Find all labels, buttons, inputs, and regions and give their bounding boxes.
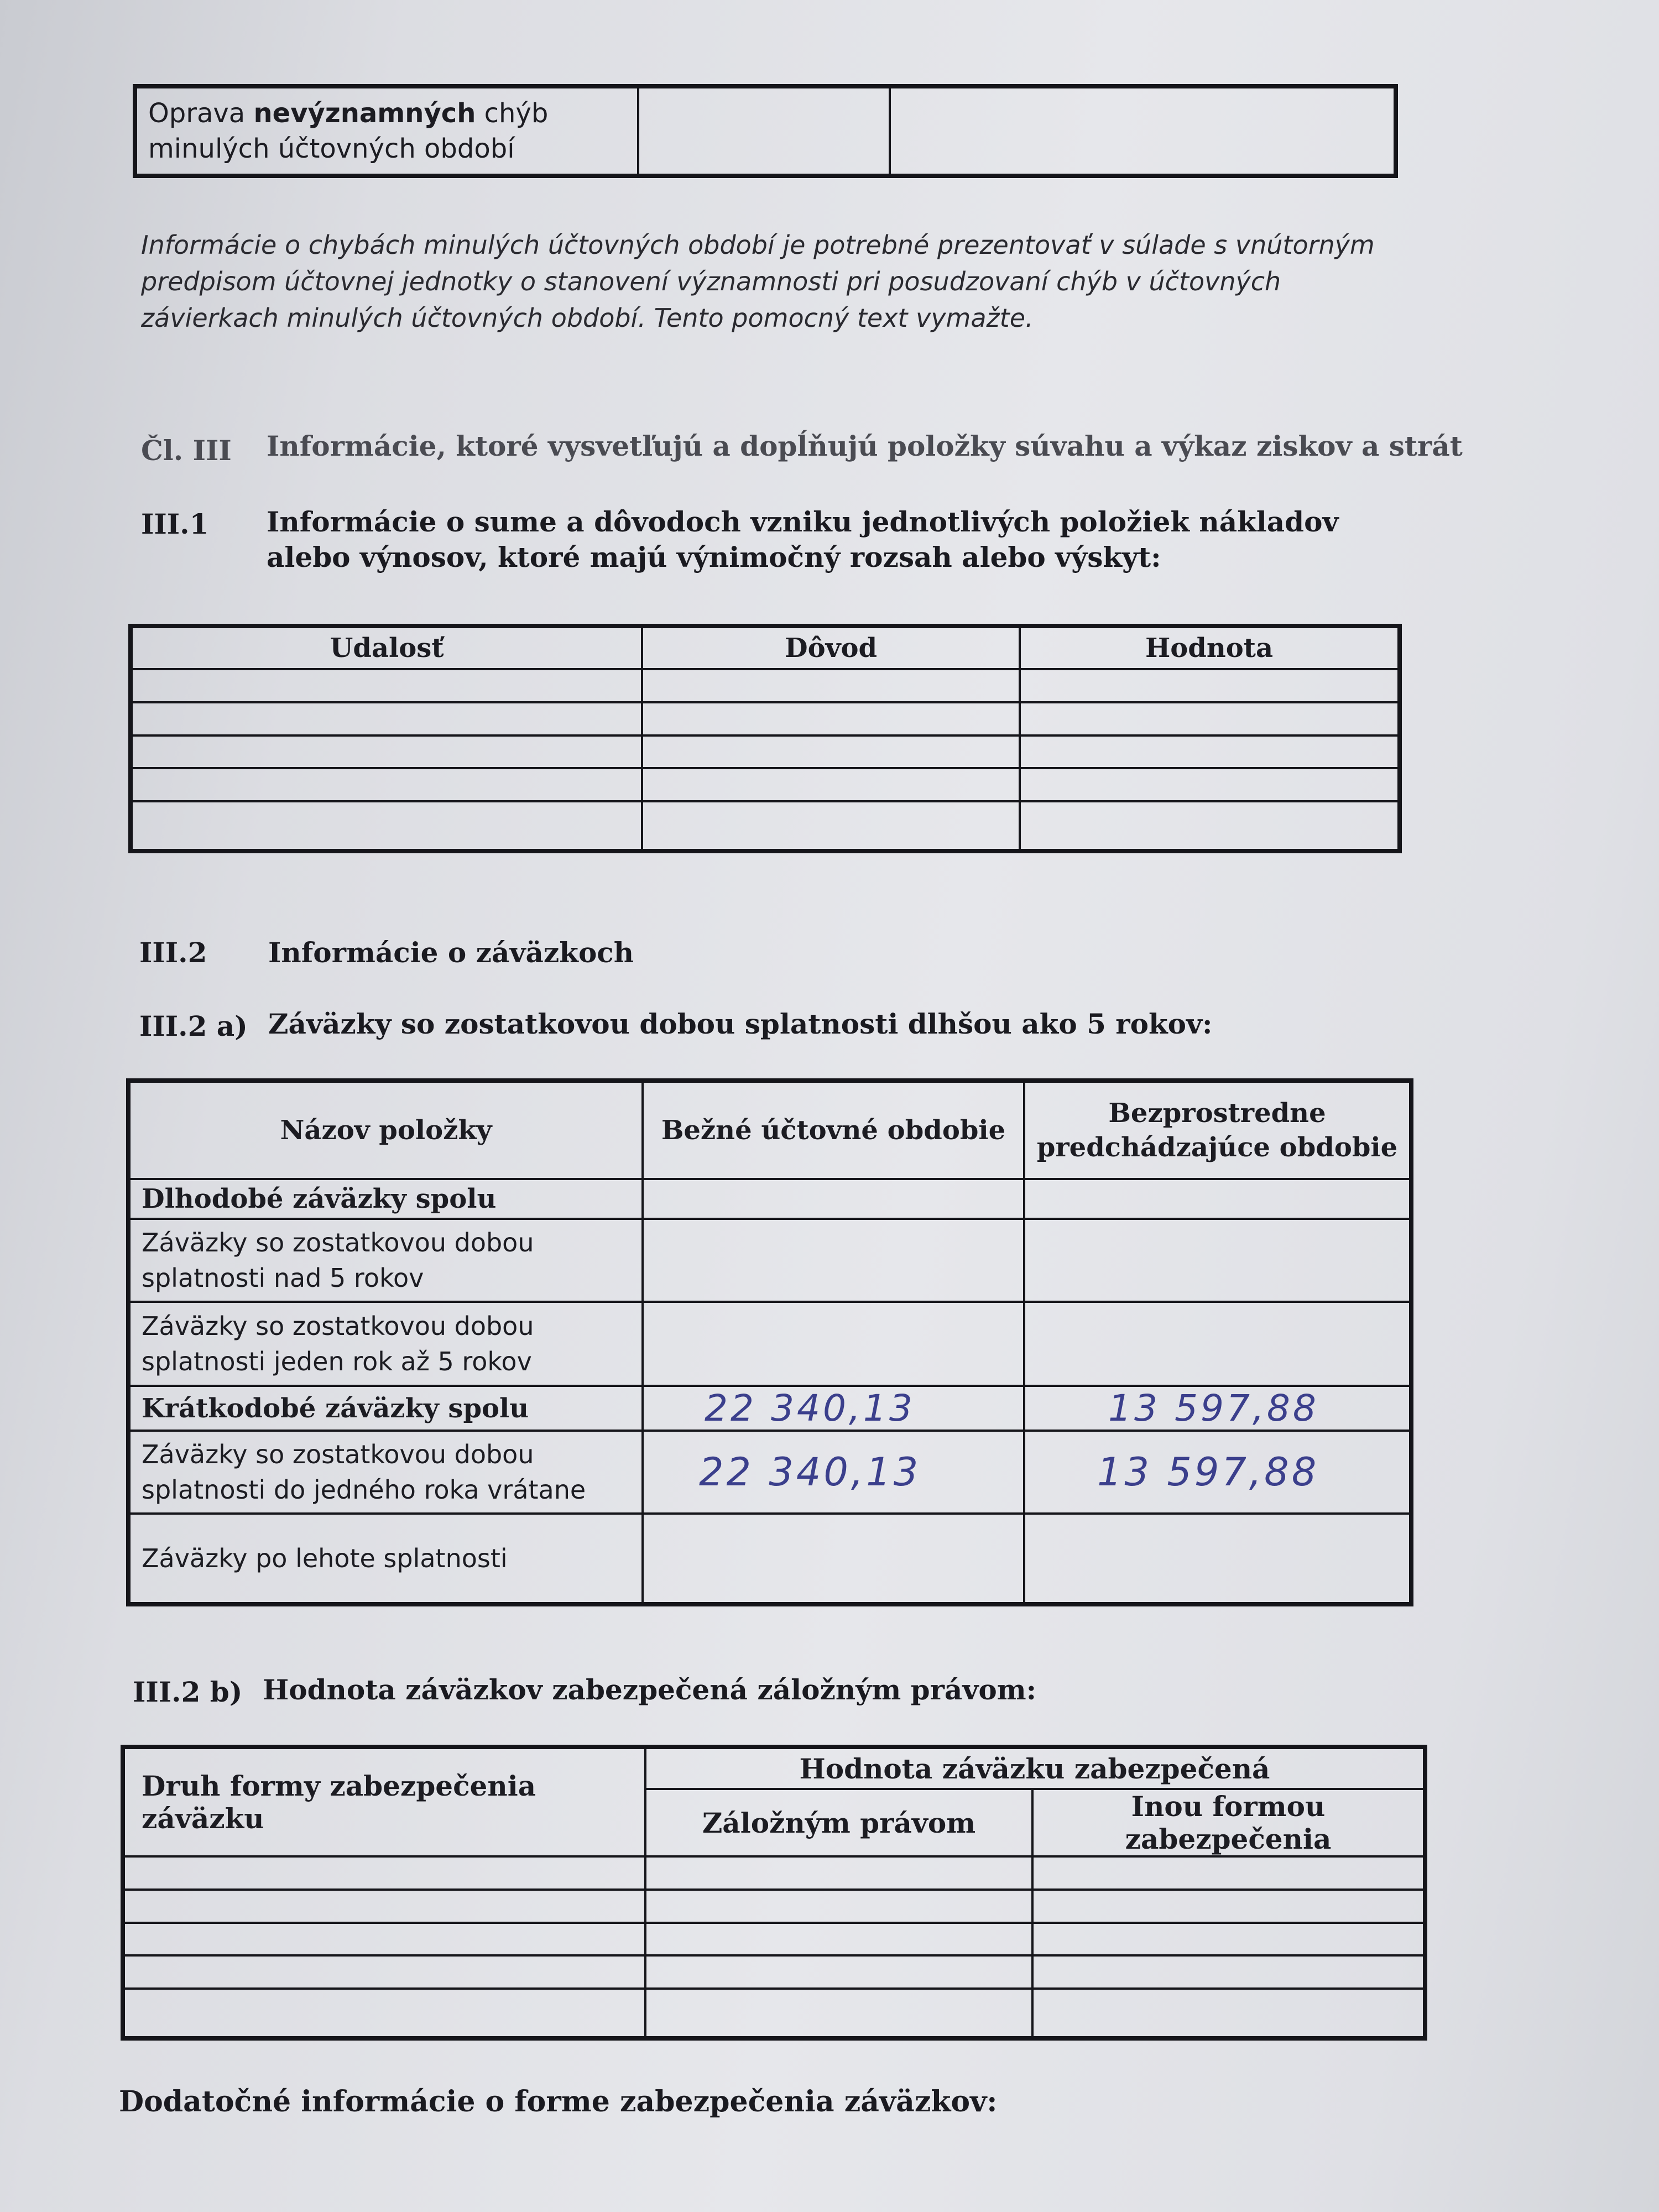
header-previous-period (1024, 1081, 1411, 1179)
correction-label (135, 86, 638, 176)
section-iii-1-number: III.1 (141, 508, 209, 540)
row-label-line1: Záväzky so zostatkovou dobou (142, 1311, 534, 1341)
current-cell[interactable] (643, 1219, 1024, 1302)
short-term-current-value[interactable]: 22 340,13 (643, 1386, 1024, 1431)
header-event: Udalosť (131, 626, 642, 669)
correction-label-plain: Oprava (148, 98, 254, 129)
row-label-line2: splatnosti nad 5 rokov (142, 1263, 424, 1293)
helper-note: Informácie o chybách minulých účtovných období je potrebné prezentovať v súlade s vnútorným predpisom účtovnej jednotky o stanovení významnosti pri posudzovaní chýb v účtovných závierkach minulých účtovných období. Tento pomocný text vymažte. (141, 230, 1375, 333)
table-row (131, 702, 1400, 735)
table-row (123, 1923, 1425, 1956)
table-row (128, 1302, 1411, 1386)
value-cell[interactable] (1020, 735, 1400, 769)
reason-cell[interactable] (642, 669, 1020, 702)
row-long-term-total: Dlhodobé záväzky spolu (128, 1179, 643, 1219)
secured-liabilities-table (121, 1745, 1427, 2041)
lien-cell[interactable] (645, 1955, 1032, 1989)
row-short-term-total: Krátkodobé záväzky spolu (128, 1386, 643, 1431)
correction-cell-current[interactable] (638, 86, 890, 176)
section-iii-1-title-line2: alebo výnosov, ktoré majú výnimočný rozsah alebo výskyt: (267, 541, 1161, 573)
reason-cell[interactable] (642, 801, 1020, 851)
reason-cell[interactable] (642, 702, 1020, 735)
current-cell[interactable] (643, 1514, 1024, 1604)
other-security-cell[interactable] (1032, 1955, 1425, 1989)
other-security-cell[interactable] (1032, 1890, 1425, 1923)
event-cell[interactable] (131, 801, 642, 851)
table-row (131, 768, 1400, 801)
header-item-name: Názov položky (128, 1081, 643, 1179)
previous-cell[interactable] (1024, 1514, 1411, 1604)
value-cell[interactable] (1020, 801, 1400, 851)
header-current-period: Bežné účtovné obdobie (643, 1081, 1024, 1179)
security-type-cell[interactable] (123, 1955, 645, 1989)
section-iii-number: Čl. III (141, 434, 232, 467)
other-security-cell[interactable] (1032, 1989, 1425, 2038)
reason-cell[interactable] (642, 768, 1020, 801)
section-iii-1-title (267, 504, 1339, 575)
short-term-previous-value[interactable]: 13 597,88 (1024, 1386, 1411, 1431)
row-over-5-years (128, 1219, 643, 1302)
previous-cell[interactable] (1024, 1302, 1411, 1386)
correction-label-plain-2: chýb (476, 98, 549, 129)
correction-table (133, 84, 1398, 178)
header-previous-line1: Bezprostredne (1108, 1098, 1326, 1129)
header-lien: Záložným právom (645, 1789, 1032, 1856)
row-label-line1: Záväzky so zostatkovou dobou (142, 1228, 534, 1258)
value-cell[interactable] (1020, 669, 1400, 702)
security-type-cell[interactable] (123, 1923, 645, 1956)
header-secured-value: Hodnota záväzku zabezpečená (645, 1747, 1425, 1789)
section-iii-2b-number: III.2 b) (133, 1676, 243, 1708)
correction-cell-previous[interactable] (890, 86, 1396, 176)
security-type-cell[interactable] (123, 1989, 645, 2038)
lien-cell[interactable] (645, 1856, 1032, 1890)
table-row (123, 1856, 1425, 1890)
table-row (131, 669, 1400, 702)
correction-label-line2: minulých účtovných období (148, 133, 515, 164)
table-row (128, 1179, 1411, 1219)
correction-label-bold: nevýznamných (253, 98, 476, 129)
table-row (123, 1989, 1425, 2038)
section-iii-2-number: III.2 (139, 936, 207, 969)
header-other-security: Inou formou zabezpečenia (1032, 1789, 1425, 1856)
other-security-cell[interactable] (1032, 1856, 1425, 1890)
security-type-cell[interactable] (123, 1856, 645, 1890)
row-label-line2: splatnosti jeden rok až 5 rokov (142, 1347, 532, 1376)
previous-cell[interactable] (1024, 1219, 1411, 1302)
row-up-to-1-year (128, 1431, 643, 1514)
other-security-cell[interactable] (1032, 1923, 1425, 1956)
table-row (131, 801, 1400, 851)
lien-cell[interactable] (645, 1923, 1032, 1956)
value-cell[interactable] (1020, 768, 1400, 801)
up-to-1-year-previous-value[interactable]: 13 597,88 (1024, 1431, 1411, 1514)
header-value: Hodnota (1020, 626, 1400, 669)
table-row (128, 1219, 1411, 1302)
section-iii-title: Informácie, ktoré vysvetľujú a dopĺňujú položky súvahu a výkaz ziskov a strát (267, 430, 1463, 462)
section-iii-2b-title: Hodnota záväzkov zabezpečená záložným právom: (263, 1673, 1037, 1706)
current-cell[interactable] (643, 1302, 1024, 1386)
table-row (123, 1955, 1425, 1989)
row-1-to-5-years (128, 1302, 643, 1386)
table-row (128, 1514, 1411, 1604)
event-cell[interactable] (131, 702, 642, 735)
header-security-type: Druh formy zabezpečenia záväzku (123, 1747, 645, 1856)
header-reason: Dôvod (642, 626, 1020, 669)
row-overdue: Záväzky po lehote splatnosti (128, 1514, 643, 1604)
event-cell[interactable] (131, 669, 642, 702)
table-row (131, 735, 1400, 769)
value-cell[interactable] (1020, 702, 1400, 735)
lien-cell[interactable] (645, 1890, 1032, 1923)
additional-info-heading: Dodatočné informácie o forme zabezpečenia záväzkov: (119, 2085, 998, 2119)
current-cell[interactable] (643, 1179, 1024, 1219)
lien-cell[interactable] (645, 1989, 1032, 2038)
up-to-1-year-current-value[interactable]: 22 340,13 (643, 1431, 1024, 1514)
reason-cell[interactable] (642, 735, 1020, 769)
row-label-line1: Záväzky so zostatkovou dobou (142, 1439, 534, 1469)
table-row (128, 1386, 1411, 1431)
section-iii-2a-title: Záväzky so zostatkovou dobou splatnosti dlhšou ako 5 rokov: (268, 1008, 1213, 1040)
event-cell[interactable] (131, 768, 642, 801)
event-cell[interactable] (131, 735, 642, 769)
unusual-items-table (128, 624, 1402, 853)
liabilities-table (126, 1078, 1413, 1606)
header-previous-line2: predchádzajúce obdobie (1036, 1132, 1398, 1163)
table-row (123, 1890, 1425, 1923)
section-iii-2-title: Informácie o záväzkoch (268, 936, 634, 969)
section-iii-2a-number: III.2 a) (139, 1010, 248, 1042)
row-label-line2: splatnosti do jedného roka vrátane (142, 1475, 586, 1505)
table-row (128, 1431, 1411, 1514)
section-iii-1-title-line1: Informácie o sume a dôvodoch vzniku jednotlivých položiek nákladov (267, 505, 1339, 538)
previous-cell[interactable] (1024, 1179, 1411, 1219)
security-type-cell[interactable] (123, 1890, 645, 1923)
